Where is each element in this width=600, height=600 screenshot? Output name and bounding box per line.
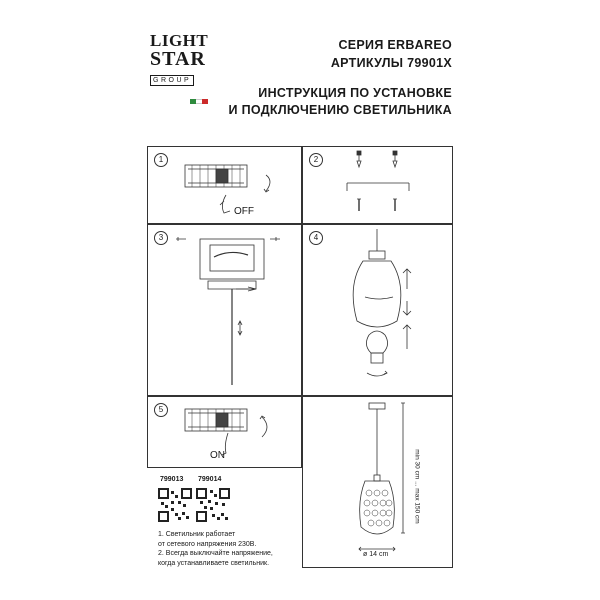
series-title: СЕРИЯ ERBAREO xyxy=(338,38,452,52)
note-line-4: когда устанавливаете светильник. xyxy=(158,559,270,567)
step-number: 5 xyxy=(154,403,168,417)
brand-logo xyxy=(150,32,208,110)
off-label: OFF xyxy=(234,206,254,217)
qr-code-label-1: 799013 xyxy=(160,476,184,483)
qr-code-1 xyxy=(158,488,192,522)
italy-flag-icon xyxy=(190,99,208,104)
mounting-bracket-illustration xyxy=(303,147,452,223)
step-number: 4 xyxy=(309,231,323,245)
qr-code-label-2: 799014 xyxy=(198,476,222,483)
note-line-3: 2. Всегда выключайте напряжение, xyxy=(158,550,273,557)
step-1-panel xyxy=(147,146,302,224)
wiring-illustration xyxy=(148,225,301,395)
height-label: min 30 cm ... max 150 cm xyxy=(413,449,421,524)
dimensions-panel xyxy=(302,396,453,568)
step-5-panel xyxy=(147,396,302,468)
logo-group: GROUP xyxy=(150,75,194,86)
notes-block xyxy=(158,530,273,568)
note-line-2: от сетевого напряжения 230В. xyxy=(158,540,257,548)
step-number: 3 xyxy=(154,231,168,245)
step-4-panel xyxy=(302,224,453,396)
articles-title: АРТИКУЛЫ 79901X xyxy=(330,56,452,70)
step-3-panel xyxy=(147,224,302,396)
instruction-title-2: И ПОДКЛЮЧЕНИЮ СВЕТИЛЬНИКА xyxy=(228,103,452,117)
logo-line-1: LIGHT xyxy=(150,31,209,50)
qr-code-2 xyxy=(196,488,230,522)
diameter-label: ø 14 cm xyxy=(363,551,389,558)
step-number: 1 xyxy=(154,153,168,167)
height-dimension xyxy=(407,423,421,553)
note-line-1: 1. Светильник работает xyxy=(158,531,236,538)
step-number: 2 xyxy=(309,153,323,167)
logo-line-2: STAR xyxy=(150,48,206,70)
on-label: ON xyxy=(210,450,225,461)
dimension-drawing xyxy=(303,397,452,567)
instruction-title-1: ИНСТРУКЦИЯ ПО УСТАНОВКЕ xyxy=(258,86,452,100)
step-2-panel xyxy=(302,146,453,224)
shade-bulb-illustration xyxy=(303,225,452,395)
breaker-off-illustration xyxy=(148,147,301,223)
